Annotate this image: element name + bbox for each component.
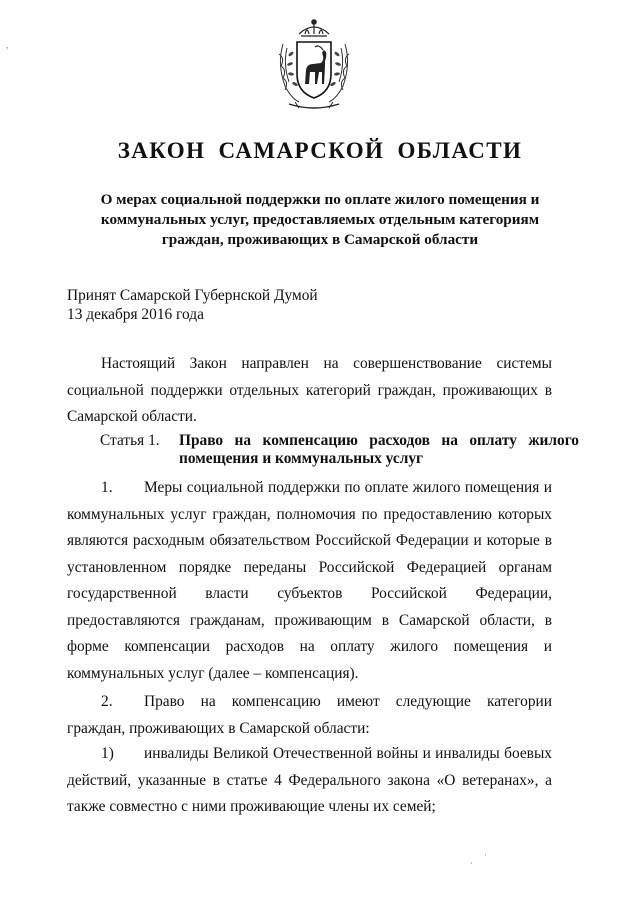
preamble-paragraph [67,351,552,431]
clause-text: Меры социальной поддержки по оплате жилого помещения и коммунальных услуг граждан, полномочия по предоставлению которых являются расходным обязательством Российской Федерации и которые в установленном порядке переданы Российской Федерацией органам государственной власти субъектов Российской Федерации, предоставляются гражданам, проживающим в Самарской области, в форме компенсации расходов на оплату жилого помещения и коммунальных услуг (далее – компенсация). [67,479,552,682]
subtitle-line: коммунальных услуг, предоставляемых отдельным категориям [100,211,540,228]
adopted-by: Принят Самарской Губернской Думой [67,287,318,304]
clause-2-paragraph [67,689,552,742]
item-number: 1) [101,745,114,762]
adoption-info [67,286,318,324]
clause-number: 2. [101,693,113,710]
clause-text: Право на компенсацию имеют следующие категории граждан, проживающих в Самарской области: [67,693,552,737]
article-heading: Право на компенсацию расходов на оплату жилого помещения и коммунальных услуг [179,432,579,467]
subtitle-line: граждан, проживающих в Самарской области [161,231,479,248]
scan-artifact: · [484,850,487,860]
scan-artifact: · [470,858,473,868]
preamble-text: Настоящий Закон направлен на совершенствование системы социальной поддержки отдельных категорий граждан, проживающих в Самарской области. [67,355,552,425]
adopted-date: 13 декабря 2016 года [67,306,204,323]
clause-1-paragraph [67,475,552,687]
clause-number: 1. [101,479,113,496]
subtitle-line: О мерах социальной поддержки по оплате жилого помещения и [100,191,540,208]
article-number: Статья 1. [100,432,160,449]
item-text: инвалиды Великой Отечественной войны и инвалиды боевых действий, указанные в статье 4 Федерального закона «О ветеранах», а также совместно с ними проживающие члены их семей; [67,745,552,815]
scan-artifact: , [6,40,9,50]
document-title: ЗАКОН САМАРСКОЙ ОБЛАСТИ [117,138,523,163]
item-1-paragraph [67,741,552,821]
coat-of-arms-emblem [269,14,359,114]
document-subtitle [60,190,580,250]
